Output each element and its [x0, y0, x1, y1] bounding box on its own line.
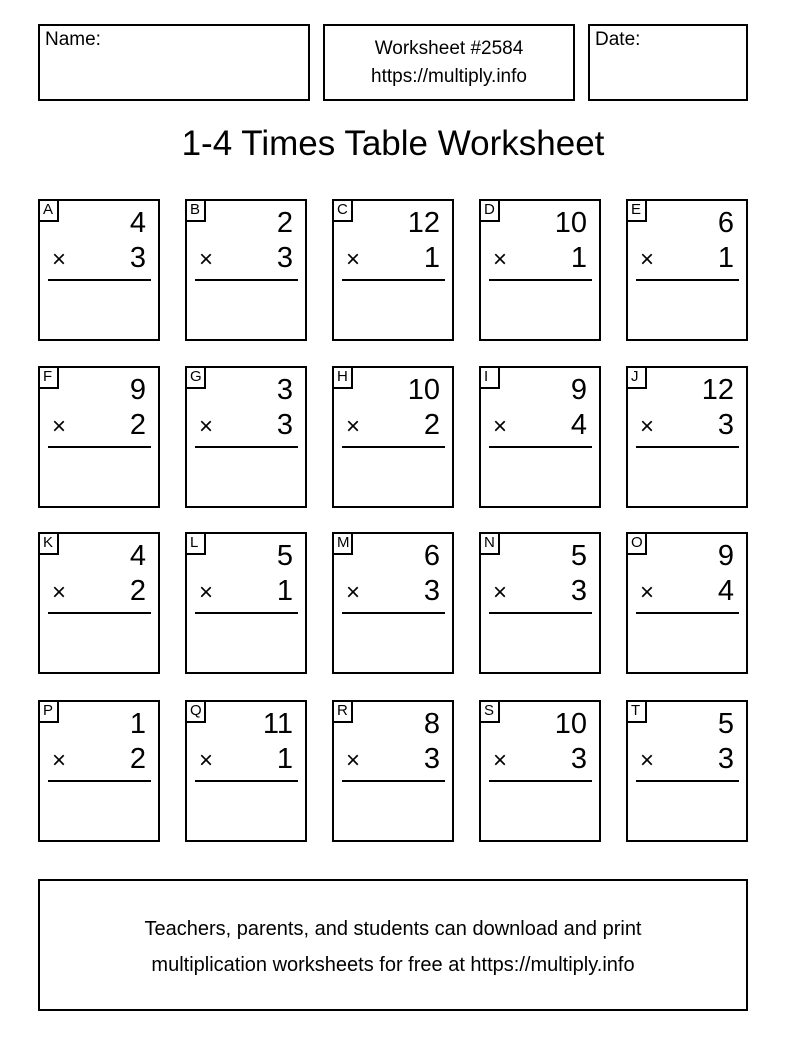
answer-line — [489, 279, 592, 281]
multiplicand: 3 — [276, 374, 293, 406]
multiplier: 1 — [276, 743, 293, 775]
times-icon: × — [52, 413, 67, 440]
problem-letter: Q — [187, 702, 206, 723]
problem-letter: R — [334, 702, 353, 723]
multiplicand: 10 — [554, 708, 587, 740]
answer-line — [342, 612, 445, 614]
times-icon: × — [52, 747, 67, 774]
multiplicand: 11 — [262, 708, 293, 740]
answer-line — [636, 279, 739, 281]
answer-line — [48, 446, 151, 448]
problem-letter: N — [481, 534, 500, 555]
answer-line — [48, 279, 151, 281]
times-icon: × — [199, 413, 214, 440]
multiplicand: 12 — [407, 207, 440, 239]
problem-letter: A — [40, 201, 59, 222]
multiplier: 4 — [570, 409, 587, 441]
answer-line — [195, 612, 298, 614]
times-icon: × — [199, 747, 214, 774]
answer-line — [195, 780, 298, 782]
problem-card[interactable] — [332, 700, 454, 842]
worksheet-number: Worksheet #2584 — [374, 38, 524, 59]
answer-line — [489, 612, 592, 614]
date-field[interactable] — [588, 24, 748, 101]
answer-line — [195, 279, 298, 281]
problem-letter: J — [628, 368, 647, 389]
multiplicand: 12 — [701, 374, 734, 406]
answer-line — [636, 446, 739, 448]
times-icon: × — [52, 579, 67, 606]
answer-line — [342, 780, 445, 782]
multiplier: 3 — [276, 409, 293, 441]
multiplicand: 6 — [717, 207, 734, 239]
problem-letter: T — [628, 702, 647, 723]
page-title: 1-4 Times Table Worksheet — [181, 124, 605, 163]
problem-letter: G — [187, 368, 206, 389]
answer-line — [489, 446, 592, 448]
times-icon: × — [346, 747, 361, 774]
problem-card[interactable] — [479, 700, 601, 842]
multiplier: 3 — [570, 743, 587, 775]
multiplier: 2 — [129, 409, 146, 441]
multiplicand: 4 — [129, 207, 146, 239]
worksheet-url: https://multiply.info — [371, 66, 527, 87]
times-icon: × — [52, 246, 67, 273]
name-label: Name: — [45, 29, 101, 50]
answer-line — [48, 612, 151, 614]
multiplicand: 5 — [717, 708, 734, 740]
answer-line — [636, 780, 739, 782]
problem-letter: L — [187, 534, 206, 555]
answer-line — [48, 780, 151, 782]
multiplier: 1 — [276, 575, 293, 607]
problem-card[interactable] — [332, 532, 454, 674]
problem-letter: H — [334, 368, 353, 389]
times-icon: × — [346, 413, 361, 440]
multiplicand: 9 — [129, 374, 146, 406]
multiplicand: 8 — [423, 708, 440, 740]
problem-letter: O — [628, 534, 647, 555]
times-icon: × — [640, 747, 655, 774]
problem-letter: B — [187, 201, 206, 222]
times-icon: × — [199, 579, 214, 606]
multiplicand: 2 — [276, 207, 293, 239]
times-icon: × — [493, 413, 508, 440]
multiplier: 3 — [717, 743, 734, 775]
multiplier: 3 — [276, 242, 293, 274]
problem-letter: I — [481, 368, 500, 389]
problem-card[interactable] — [479, 199, 601, 341]
problem-letter: M — [334, 534, 353, 555]
times-icon: × — [493, 579, 508, 606]
multiplier: 4 — [717, 575, 734, 607]
times-icon: × — [199, 246, 214, 273]
multiplier: 2 — [129, 743, 146, 775]
problem-card[interactable] — [185, 700, 307, 842]
multiplicand: 9 — [570, 374, 587, 406]
problem-letter: S — [481, 702, 500, 723]
problem-card[interactable] — [626, 700, 748, 842]
problem-card[interactable] — [38, 532, 160, 674]
problem-card[interactable] — [38, 700, 160, 842]
multiplier: 3 — [423, 743, 440, 775]
worksheet-info-box — [323, 24, 575, 101]
times-icon: × — [640, 413, 655, 440]
problem-card[interactable] — [626, 199, 748, 341]
multiplier: 3 — [717, 409, 734, 441]
multiplier: 2 — [423, 409, 440, 441]
multiplicand: 1 — [129, 708, 146, 740]
times-icon: × — [346, 579, 361, 606]
problem-card[interactable] — [38, 199, 160, 341]
multiplier: 2 — [129, 575, 146, 607]
multiplier: 3 — [129, 242, 146, 274]
multiplier: 1 — [570, 242, 587, 274]
problem-card[interactable] — [479, 532, 601, 674]
multiplicand: 5 — [570, 540, 587, 572]
problem-letter: F — [40, 368, 59, 389]
footer-line-2: multiplication worksheets for free at https://multiply.info — [151, 954, 635, 976]
multiplier: 3 — [570, 575, 587, 607]
problem-card[interactable] — [38, 366, 160, 508]
answer-line — [489, 780, 592, 782]
problem-letter: P — [40, 702, 59, 723]
problem-card[interactable] — [185, 199, 307, 341]
multiplier: 1 — [717, 242, 734, 274]
times-icon: × — [493, 747, 508, 774]
problem-letter: D — [481, 201, 500, 222]
multiplier: 1 — [423, 242, 440, 274]
multiplicand: 10 — [407, 374, 440, 406]
times-icon: × — [493, 246, 508, 273]
multiplicand: 9 — [717, 540, 734, 572]
problem-card[interactable] — [332, 366, 454, 508]
problem-card[interactable] — [332, 199, 454, 341]
footer-box — [38, 879, 748, 1011]
multiplicand: 4 — [129, 540, 146, 572]
times-icon: × — [346, 246, 361, 273]
answer-line — [342, 279, 445, 281]
multiplier: 3 — [423, 575, 440, 607]
problem-card[interactable] — [479, 366, 601, 508]
times-icon: × — [640, 246, 655, 273]
problem-letter: K — [40, 534, 59, 555]
problem-card[interactable] — [185, 366, 307, 508]
name-field[interactable] — [38, 24, 310, 101]
answer-line — [636, 612, 739, 614]
answer-line — [195, 446, 298, 448]
problem-card[interactable] — [626, 532, 748, 674]
footer-line-1: Teachers, parents, and students can download and print — [144, 918, 642, 940]
problem-letter: C — [334, 201, 353, 222]
problem-card[interactable] — [626, 366, 748, 508]
multiplicand: 10 — [554, 207, 587, 239]
date-label: Date: — [595, 29, 641, 50]
problem-card[interactable] — [185, 532, 307, 674]
multiplicand: 6 — [423, 540, 440, 572]
multiplicand: 5 — [276, 540, 293, 572]
answer-line — [342, 446, 445, 448]
times-icon: × — [640, 579, 655, 606]
problem-letter: E — [628, 201, 647, 222]
